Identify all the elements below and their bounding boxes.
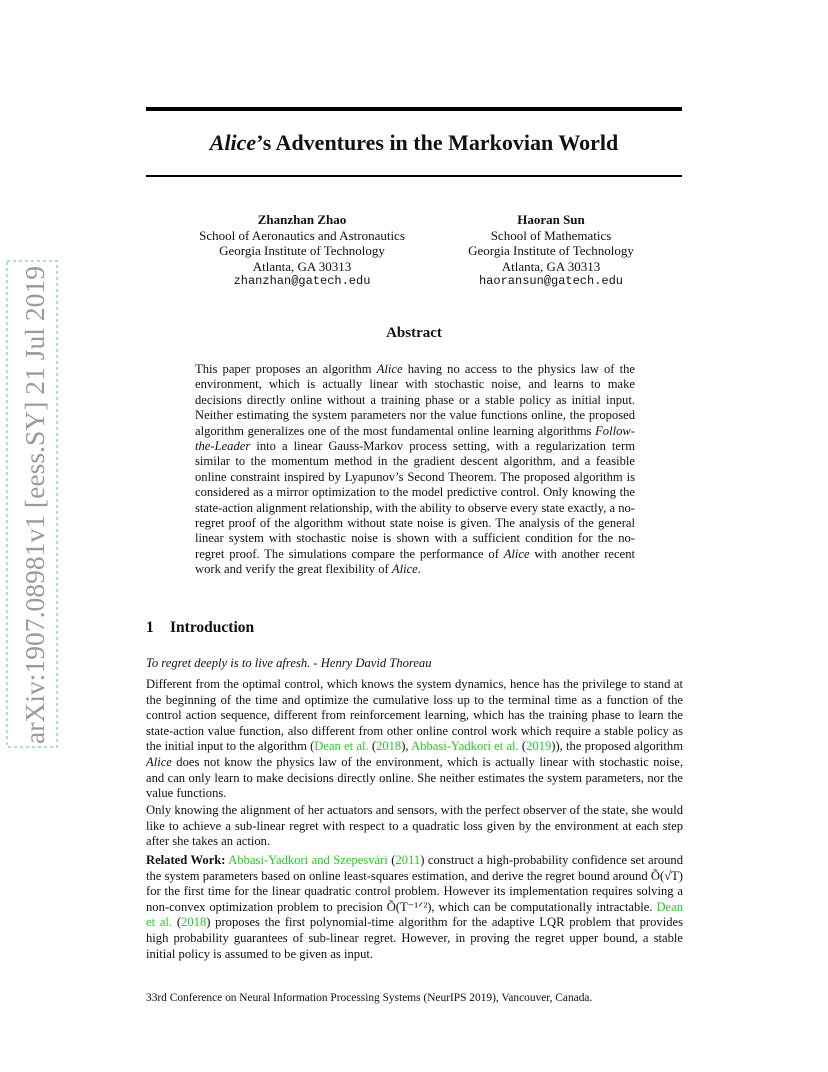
citation-link[interactable]: Dean et al. xyxy=(146,899,684,930)
math-regret-bound: Õ(√T) xyxy=(650,868,683,883)
citation-link[interactable]: 2019 xyxy=(526,739,552,754)
author-email: zhanzhan@gatech.edu xyxy=(233,274,371,288)
author-address: Atlanta, GA 30313 xyxy=(501,258,601,274)
title-top-rule xyxy=(146,107,682,111)
related-work-label: Related Work: xyxy=(146,853,226,867)
conference-footnote: 33rd Conference on Neural Information Processing Systems (NeurIPS 2019), Vancouver, Canada. xyxy=(146,992,593,1004)
author-email: haoransun@gatech.edu xyxy=(478,274,624,288)
author-address: Atlanta, GA 30313 xyxy=(252,258,352,274)
author-block-1 xyxy=(188,212,416,290)
citation-link[interactable]: Abbasi-Yadkori et al. xyxy=(411,739,519,754)
related-work-paragraph: Related Work: Abbasi-Yadkori and Szepesvári (2011) construct a high-probability confidence set around the system parameters based on online least-squares estimation, and derive the regret bound around Õ(√T) for the first time for the linear quadratic control problem. However its implementation requires solving a non-convex optimization problem to precision Õ(T⁻¹ᐟ²), which can be computationally intractable. Dean et al. (2018) proposes the first polynomial-time algorithm for the adaptive LQR problem that provides high probability guarantees of sub-linear regret. However, in proving the regret upper bound, a stable initial policy is assumed to be given as input. xyxy=(146,853,684,961)
citation-link[interactable]: Dean et al. xyxy=(314,739,369,754)
section-title: Introduction xyxy=(170,619,255,636)
intro-paragraph-1: Different from the optimal control, which knows the system dynamics, hence has the privilege to stand at the beginning of the time and optimize the cumulative loss up to the terminal time as a function of the control action sequence, different from reinforcement learning, which has the training phase to learn the state-action value function, also different from other online control work which require a stable policy as the initial input to the algorithm (Dean et al. (2018), Abbasi-Yadkori et al. (2019)), the proposed algorithm Alice does not know the physics law of the environment, which is actually linear with stochastic noise, and can only learn to make decisions directly online. She neither estimates the system parameters, nor the value functions. xyxy=(146,677,683,801)
citation-link[interactable]: Abbasi-Yadkori and Szepesvári xyxy=(228,853,388,867)
author-affiliation: School of Aeronautics and Astronautics xyxy=(199,227,405,243)
title-bottom-rule xyxy=(146,175,682,177)
abstract-body: This paper proposes an algorithm Alice having no access to the physics law of the environment, which is actually linear with stochastic noise, and learns to make decisions directly online without a training phase or a stable policy as initial input. Neither estimating the system parameters nor the value functions online, the proposed algorithm generalizes one of the most fundamental online learning algorithms Follow-the-Leader into a linear Gauss-Markov process setting, with a regularization term similar to the momentum method in the gradient descent algorithm, and a feasible online constraint inspired by Lyapunov’s Second Theorem. The proposed algorithm is considered as a mirror optimization to the model predictive control. Only knowing the state-action alignment relationship, with the ability to observe every state exactly, a no-regret proof of the algorithm without state noise is given. The analysis of the general linear system with stochastic noise is shown with a sufficient condition for the no-regret proof. The simulations compare the performance of Alice with another recent work and verify the great flexibility of Alice. xyxy=(195,362,635,577)
author-affiliation: School of Mathematics xyxy=(490,227,612,243)
author-institution: Georgia Institute of Technology xyxy=(219,243,385,258)
citation-link[interactable]: 2011 xyxy=(395,853,421,867)
paper-title: Alice’s Adventures in the Markovian World xyxy=(209,130,619,155)
citation-link[interactable]: 2018 xyxy=(376,739,402,754)
author-name: Haoran Sun xyxy=(517,212,585,227)
abstract-heading: Abstract xyxy=(386,325,442,341)
author-name: Zhanzhan Zhao xyxy=(257,212,347,227)
epigraph-quote: To regret deeply is to live afresh. - Henry David Thoreau xyxy=(146,656,432,670)
section-number: 1 xyxy=(146,619,154,636)
author-institution: Georgia Institute of Technology xyxy=(468,243,634,258)
section-heading xyxy=(146,619,254,637)
arxiv-stamp xyxy=(6,260,58,748)
citation-link[interactable]: 2018 xyxy=(181,915,207,930)
author-block-2 xyxy=(446,212,656,290)
arxiv-stamp-text: arXiv:1907.08981v1 [eess.SY] 21 Jul 2019 xyxy=(20,276,50,744)
math-precision: Õ(T⁻¹ᐟ²) xyxy=(386,899,432,914)
intro-paragraph-2: Only knowing the alignment of her actuators and sensors, with the perfect observer of the state, she would like to achieve a sub-linear regret with respect to a quadratic loss given by the environment at each step after she takes an action. xyxy=(146,803,683,849)
